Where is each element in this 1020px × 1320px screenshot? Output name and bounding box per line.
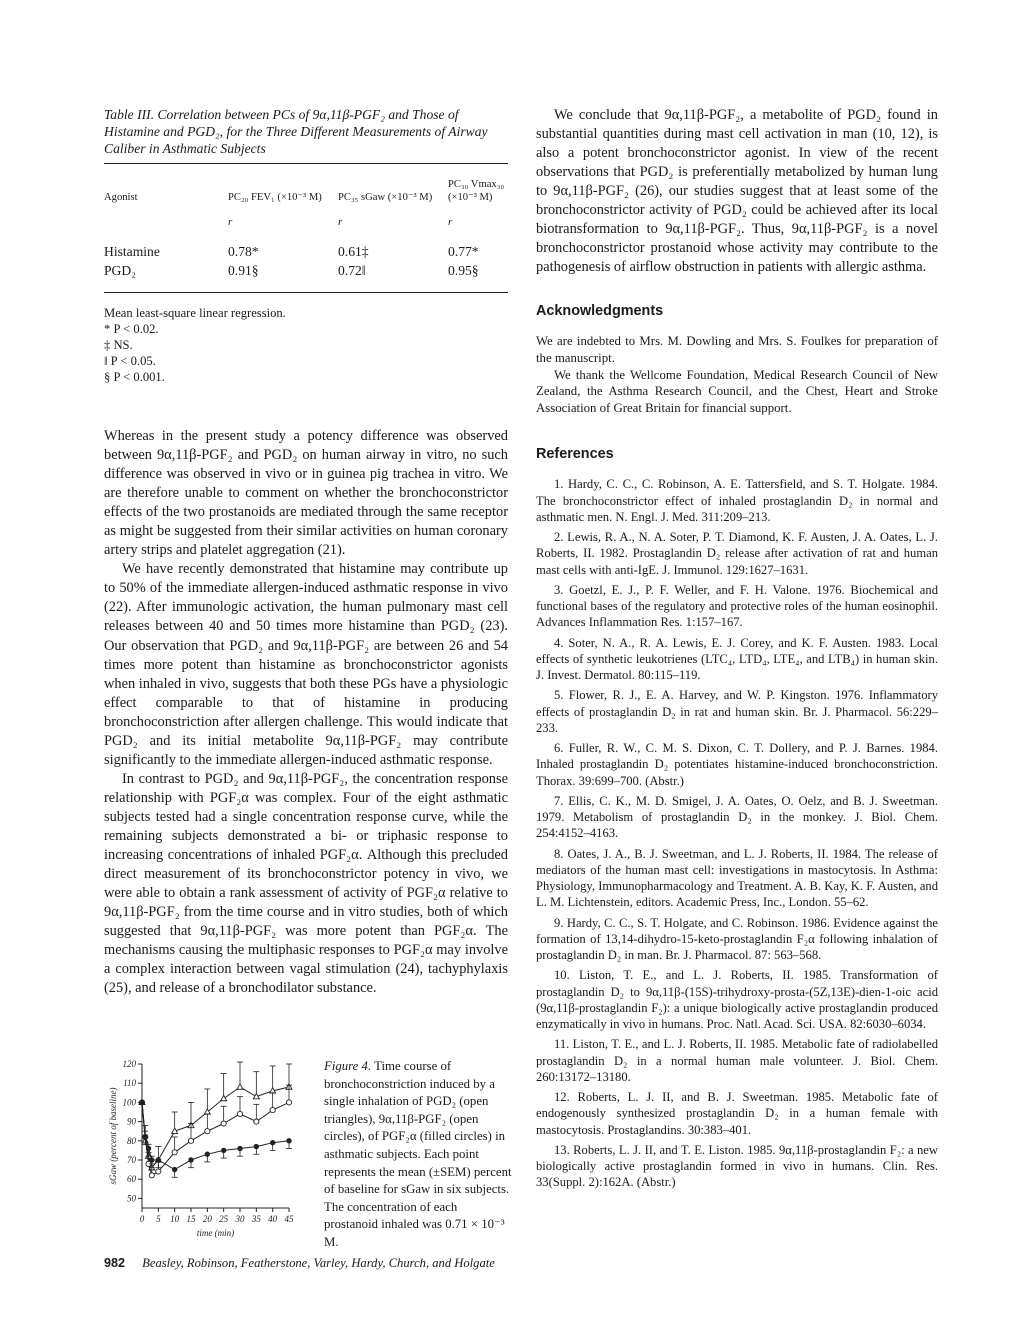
table-note: ‡ NS. <box>104 338 133 352</box>
row-agonist: PGD₂ <box>104 263 136 278</box>
figure-caption-body: Time course of bronchoconstriction induced by a single inhalation of PGD₂ (open triangles), 9α,11β-PGF₂ (open circles), of PGF₂α (filled circles) in asthmatic subjects. Each point represents the mean (±SEM) percent of baseline for sGaw in six subjects. The concentration of each prostanoid inhaled was 0.71 × 10⁻³ M. <box>324 1059 512 1249</box>
y-tick-label: 80 <box>127 1135 136 1146</box>
data-point-filled-circle <box>189 1158 194 1163</box>
data-point-filled-circle <box>254 1144 259 1149</box>
figure-caption-title: Figure 4. <box>324 1059 372 1073</box>
data-point-filled-circle <box>238 1146 243 1151</box>
figure-4 <box>104 1056 524 1249</box>
references-heading: References <box>536 446 614 463</box>
table-note: Mean least-square linear regression. <box>104 306 286 320</box>
x-axis-label: time (min) <box>196 1228 235 1238</box>
row-sgaw: 0.72‖ <box>338 263 366 278</box>
data-point-filled-circle <box>149 1158 154 1163</box>
data-point-open-circle <box>156 1169 161 1174</box>
data-point-open-circle <box>221 1121 226 1126</box>
page-footer <box>104 1256 495 1271</box>
data-point-open-circle <box>237 1111 242 1116</box>
paragraph: Whereas in the present study a potency difference was observed between 9α,11β-PGF₂ and PGD₂ on human airway in vitro, no such difference was observed in vivo or in guinea pig trachea in vitro. We are therefore unable to comment on whether the bronchoconstrictor effects of the two prostanoids are mediated through the same receptor as might be suggested from their similar activities on human coronary artery strips and platelet aggregation (21). <box>104 428 508 559</box>
references-list <box>536 476 938 1190</box>
paragraph: We thank the Wellcome Foundation, Medical Research Council of New Zealand, the Asthma Research Council, and the Chest, Heart and Stroke Association of Great Britain for financial support. <box>536 367 938 415</box>
acknowledgments-heading: Acknowledgments <box>536 303 664 320</box>
data-point-triangle <box>221 1095 227 1100</box>
data-point-open-circle <box>172 1150 177 1155</box>
reference-item: 4. Soter, N. A., R. A. Lewis, E. J. Corey, and K. F. Austen. 1983. Local effects of synthetic leukotrienes (LTC₄, LTD₄, LTE₄, and LTB₄) in human skin. J. Invest. Dermatol. 80:115–119. <box>536 635 938 683</box>
y-tick-label: 50 <box>127 1193 136 1204</box>
data-point-triangle <box>237 1084 243 1089</box>
x-tick-label: 40 <box>268 1214 278 1224</box>
correlation-table <box>104 163 508 293</box>
table-header-row <box>104 164 508 204</box>
paragraph: We have recently demonstrated that histamine may contribute up to 50% of the immediate allergen-induced asthmatic response in vivo (22). After immunologic activation, the human pulmonary mast cell releases between 40 and 50 times more histamine than PGD₂ (23). Our observation that PGD₂ and 9α,11β-PGF₂ are between 26 and 54 times more potent than histamine as bronchoconstrictor agonists when inhaled in vivo, suggests that both these PGs have a physiologic effect comparable to that of histamine in producing bronchoconstriction after allergen challenge. This would indicate that PGD₂ and its initial metabolite 9α,11β-PGF₂ may contribute significantly to the immediate allergen-induced asthmatic response. <box>104 561 508 768</box>
row-agonist: Histamine <box>104 244 160 259</box>
paragraph: We are indebted to Mrs. M. Dowling and Mrs. S. Foulkes for preparation of the manuscript. <box>536 334 938 366</box>
discussion-text <box>104 427 508 998</box>
table-notes <box>104 305 508 385</box>
x-tick-label: 20 <box>202 1214 212 1224</box>
y-tick-label: 120 <box>122 1059 136 1069</box>
y-tick-label: 70 <box>127 1155 136 1165</box>
y-axis-label: sGaw (percent of baseline) <box>108 1087 118 1185</box>
data-point-open-circle <box>286 1100 291 1105</box>
data-point-triangle <box>204 1109 210 1114</box>
x-tick-label: 5 <box>156 1214 161 1224</box>
x-tick-label: 35 <box>251 1214 261 1224</box>
y-tick-label: 110 <box>123 1078 136 1089</box>
r-label: r <box>448 216 453 228</box>
paragraph: We conclude that 9α,11β-PGF₂, a metabolite of PGD₂ found in substantial quantities during mast cell activation in man (10, 12), is also a potent bronchoconstrictor agonist. In view of the recent observations that PGD₂ is preferentially metabolized by human lung to 9α,11β-PGF₂ (26), our studies suggest that at least some of the bronchoconstrictor activity of PGD₂ could be achieved after its local biotransformation to 9α,11β-PGF₂. Thus, 9α,11β-PGF₂ is a novel bronchoconstrictor prostanoid whose activity may contribute to the pathogenesis of airflow obstruction in patients with allergic asthma. <box>536 107 938 276</box>
x-tick-label: 15 <box>186 1214 196 1224</box>
data-point-filled-circle <box>221 1148 226 1153</box>
table-r-row <box>104 204 508 228</box>
x-tick-label: 0 <box>139 1214 145 1224</box>
table-row <box>104 228 508 261</box>
reference-item: 5. Flower, R. J., E. A. Harvey, and W. P. Kingston. 1976. Inflammatory effects of prostaglandin D₂ in rat and human skin. Br. J. Pharmacol. 56:229–233. <box>536 688 938 735</box>
x-tick-label: 10 <box>170 1214 180 1224</box>
r-label: r <box>228 216 233 228</box>
paragraph: In contrast to PGD₂ and 9α,11β-PGF₂, the concentration response relationship with PGF₂α was complex. Four of the eight asthmatic subjects tested had a single concentration response curve, while the remaining subjects demonstrated a bi- or triphasic response to increasing concentrations of inhaled PGF₂α. Although this precluded direct measurement of its bronchoconstrictor potency in vivo, we were able to obtain a rank assessment of activity of PGF₂α relative to 9α,11β-PGF₂ from the time course and in vitro studies, both of which suggested that 9α,11β-PGF₂ was more potent than PGF₂α. The mechanisms causing the multiphasic responses to PGF₂α may involve a complex interaction between vagal stimulation (24), tachyphylaxis (25), and release of a bronchodilator substance. <box>104 770 508 997</box>
data-point-filled-circle <box>156 1158 161 1163</box>
data-point-open-circle <box>254 1119 259 1124</box>
series-line <box>142 1102 289 1169</box>
x-tick-label: 25 <box>219 1214 229 1224</box>
table-note: ‖ P < 0.05. <box>104 354 156 368</box>
reference-item: 9. Hardy, C. C., S. T. Holgate, and C. Robinson. 1986. Evidence against the formation of 13,14-dihydro-15-keto-prostaglandin F₂α following inhalation of prostaglandin D₂ in man. Br. J. Pharmacol. 87: 563–568. <box>536 915 938 963</box>
right-column <box>536 106 938 1195</box>
row-fev: 0.91§ <box>228 263 259 278</box>
reference-item: 7. Ellis, C. K., M. D. Smigel, J. A. Oates, O. Oelz, and B. J. Sweetman. 1979. Metabolism of prostaglandin D₂ in the monkey. J. Biol. Chem. 254:4152–4163. <box>536 793 938 841</box>
reference-item: 2. Lewis, R. A., N. A. Soter, P. T. Diamond, K. F. Austen, J. A. Oates, L. J. Roberts, II. 1982. Prostaglandin D₂ release after activation of rat and human mast cells with anti-IgE. J. Immunol. 129:1627–1631. <box>536 530 938 577</box>
table-note: * P < 0.02. <box>104 322 159 336</box>
reference-item: 13. Roberts, L. J. II, and T. E. Liston. 1985. 9α,11β-prostaglandin F₂: a new biologically active prostaglandin formed in vivo in humans. Clin. Res. 33(Suppl. 2):162A. (Abstr.) <box>536 1142 938 1190</box>
y-tick-label: 60 <box>127 1174 136 1185</box>
page-number: 982 <box>104 1256 126 1270</box>
row-vmax: 0.77* <box>448 244 479 259</box>
data-point-open-circle <box>149 1173 154 1178</box>
data-point-filled-circle <box>287 1138 292 1143</box>
data-point-filled-circle <box>270 1140 275 1145</box>
x-tick-label: 30 <box>235 1214 245 1224</box>
reference-item: 8. Oates, J. A., B. J. Sweetman, and L. J. Roberts, II. 1984. The release of mediators of the human mast cell: investigations in mastocytosis. In Asthma: Physiology, Immunopharmacology and Treatment. A. B. Kay, K. F. Austen, and L. M. Lichtenstein, editors. Academic Press, Inc., London. 55–62. <box>536 846 938 910</box>
row-vmax: 0.95§ <box>448 263 479 278</box>
reference-item: 12. Roberts, L. J. II, and B. J. Sweetman. 1985. Metabolic fate of endogenously synthesized prostaglandin D₂ in a human female with mastocytosis. Prostaglandins. 30:383–401. <box>536 1090 938 1137</box>
acknowledgments-text <box>536 333 938 416</box>
series-line <box>142 1102 289 1175</box>
y-tick-label: 100 <box>122 1097 136 1108</box>
table-caption: Table III. Correlation between PCs of 9α,11β-PGF₂ and Those of Histamine and PGD₂, for the Three Different Measurements of Airway Caliber in Asthmatic Subjects <box>104 107 488 156</box>
table-header-sgaw: PC₃₅ sGaw (×10⁻³ M) <box>338 192 433 203</box>
table-header-fev: PC₂₀ FEV₁ (×10⁻³ M) <box>228 192 322 203</box>
data-point-filled-circle <box>143 1135 148 1140</box>
row-sgaw: 0.61‡ <box>338 244 369 259</box>
data-point-open-circle <box>188 1138 193 1143</box>
table-header-agonist: Agonist <box>104 192 138 203</box>
data-point-filled-circle <box>146 1146 151 1151</box>
table-row <box>104 261 508 292</box>
reference-item: 11. Liston, T. E., and L. J. Roberts, II. 1985. Metabolic fate of radiolabelled prostaglandin D₂ in a normal human male volunteer. J. Biol. Chem. 260:13172–13180. <box>536 1037 938 1084</box>
figure-4-chart <box>104 1056 319 1246</box>
reference-item: 10. Liston, T. E., and L. J. Roberts, II. 1985. Transformation of prostaglandin D₂ to 9α,11β-(15S)-trihydroxy-prosta-(5Z,13E)-dien-1-oic acid (9α,11β-prostaglandin F₂): a unique biologically active prostaglandin produced enzymatically in vivo in humans. Proc. Natl. Acad. Sci. USA. 82:6030–6034. <box>536 968 938 1032</box>
table-note: § P < 0.001. <box>104 370 165 384</box>
conclusion-text <box>536 106 938 277</box>
figure-caption <box>324 1058 514 1252</box>
r-label: r <box>338 216 343 228</box>
x-tick-label: 45 <box>284 1214 294 1224</box>
data-point-filled-circle <box>172 1167 177 1172</box>
data-point-open-circle <box>270 1107 275 1112</box>
left-column <box>104 106 508 998</box>
data-point-open-circle <box>205 1129 210 1134</box>
footer-authors: Beasley, Robinson, Featherstone, Varley, Hardy, Church, and Holgate <box>142 1256 495 1270</box>
reference-item: 1. Hardy, C. C., C. Robinson, A. E. Tattersfield, and S. T. Holgate. 1984. The bronchoconstrictor effect of inhaled prostaglandin D₂ in normal and asthmatic men. N. Engl. J. Med. 311:209–213. <box>536 477 938 524</box>
row-fev: 0.78* <box>228 244 259 259</box>
table-header-vmax: PC₃₀ Vmax₃₀ (×10⁻³ M) <box>448 179 505 203</box>
y-tick-label: 90 <box>127 1116 136 1127</box>
data-point-filled-circle <box>205 1152 210 1157</box>
data-point-filled-circle <box>140 1100 145 1105</box>
reference-item: 6. Fuller, R. W., C. M. S. Dixon, C. T. Dollery, and P. J. Barnes. 1984. Inhaled prostaglandin D₂ potentiates histamine-induced bronchoconstriction. Thorax. 39:699–700. (Abstr.) <box>536 741 938 788</box>
reference-item: 3. Goetzl, E. J., P. F. Weller, and F. H. Valone. 1976. Biochemical and functional bases of the regulatory and protective roles of the human eosinophil. Advances Inflammation Res. 1:157–167. <box>536 582 938 630</box>
